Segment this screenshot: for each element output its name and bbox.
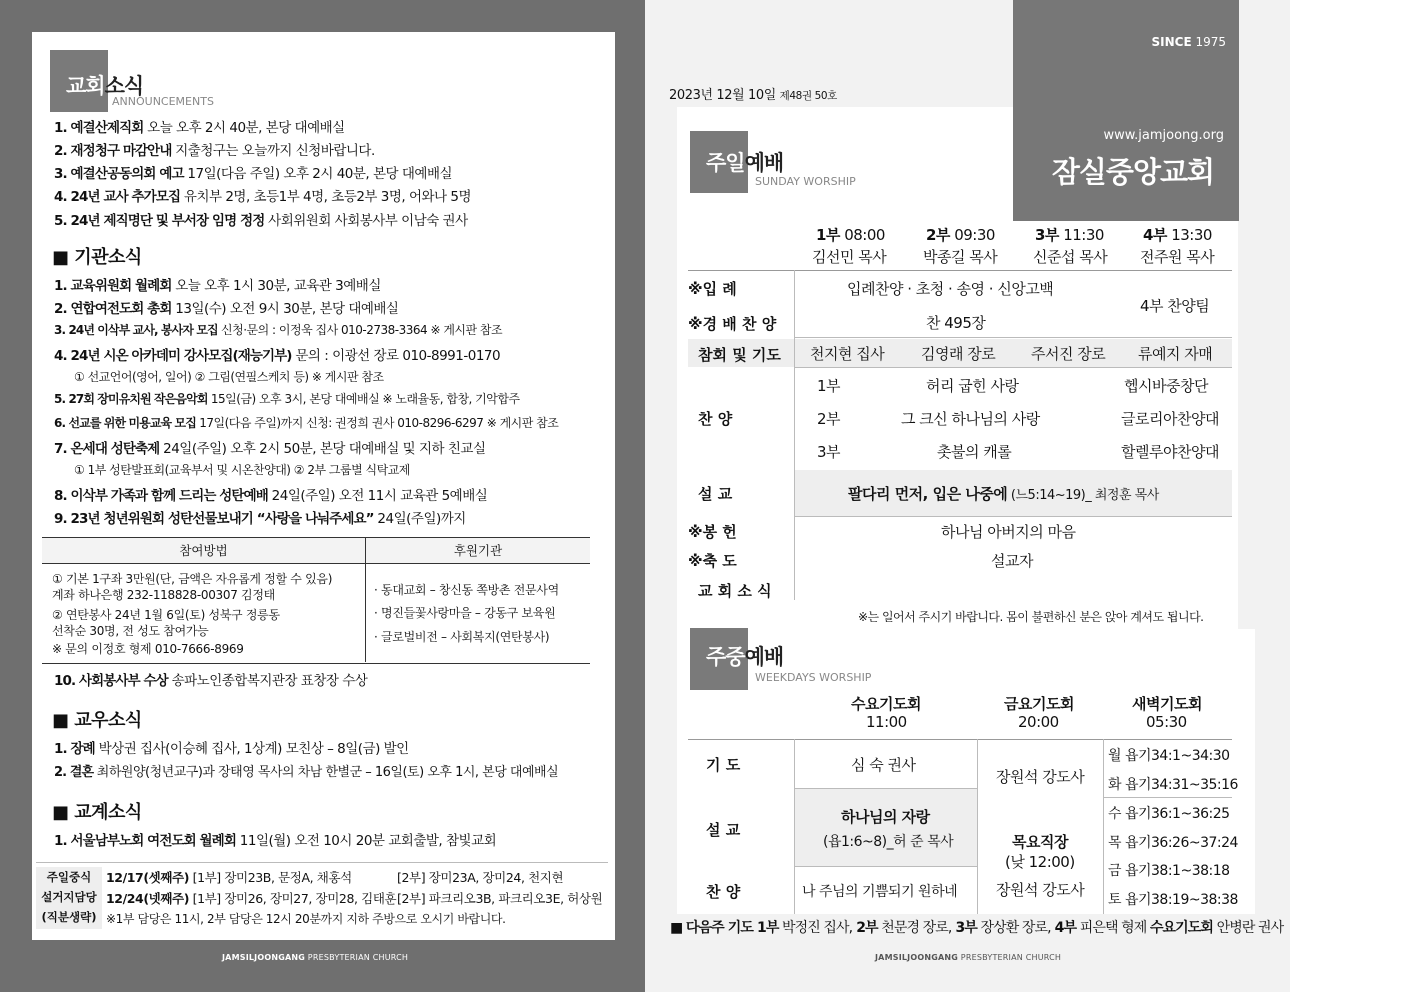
weekday-col-name: 금요기도회 [1004, 695, 1074, 713]
table-cell: 계좌 하나은행 232-118828-00307 김정태 [52, 588, 275, 602]
institution-item: 8. 이삭부 가족과 함께 드리는 성탄예배 24일(주일) 오전 11시 교육관 5예배실 [54, 488, 488, 504]
next-week-prayer: ■ 다음주 기도 1부 박정진 집사, 2부 천문경 장로, 3부 장상환 장로, 4부 피은택 형제 수요기도회 안병란 권사 [670, 920, 1284, 936]
label-hymn: 찬 양 [698, 410, 733, 428]
institution-item: 7. 온세대 성탄축제 24일(주일) 오후 2시 50분, 본당 대예배실 및 지하 친교실 [54, 441, 486, 457]
fri-preacher: 장원석 강도사 [996, 881, 1085, 899]
dawn-reading: 수 욥기36:1~36:25 [1108, 806, 1230, 822]
service-time: 1부 08:00 [816, 226, 885, 244]
left-footer: JAMSILJOONGANG PRESBYTERIAN CHURCH [222, 953, 409, 962]
weekday-title: 주중예배 [706, 645, 784, 669]
kitchen-duty [36, 862, 608, 932]
table-cell: · 명진들꽃사랑마을 – 강동구 보육원 [374, 606, 556, 620]
church-banner [1013, 0, 1239, 221]
announcement-item: 1. 예결산제직회 오늘 오후 2시 40분, 본당 대예배실 [54, 120, 345, 136]
choir-song: 촛불의 캐롤 [937, 443, 1012, 461]
duty-note: ※1부 담당은 11시, 2부 담당은 12시 20분까지 지하 주방으로 오시기 바랍니다. [106, 912, 506, 926]
dawn-reading: 화 욥기34:31~35:16 [1108, 777, 1238, 793]
label-sermon: 설 교 [698, 485, 733, 503]
right-footer: JAMSILJOONGANG PRESBYTERIAN CHURCH [875, 953, 1062, 962]
wed-hymn: 나 주님의 기쁨되기 원하네 [802, 884, 958, 900]
institution-item: 1. 교육위원회 월례회 오늘 오후 1시 30분, 교육관 3예배실 [54, 278, 381, 294]
award-item: 10. 사회봉사부 수상 송파노인종합복지관장 표창장 수상 [54, 673, 368, 689]
prayer-name: 김영래 장로 [921, 345, 996, 363]
weekday-col-time: 20:00 [1018, 713, 1059, 731]
announcements-subtitle: ANNOUNCEMENTS [112, 95, 214, 108]
divider [795, 367, 1232, 368]
institution-item: 5. 27회 장미유치원 작은음악회 15일(금) 오후 3시, 본당 대예배실 ※ 노래율동, 합창, 기악합주 [54, 392, 520, 406]
choir-name: 글로리아찬양대 [1121, 410, 1219, 428]
label-offering: ※봉 헌 [688, 523, 737, 541]
table-header-method: 참여방법 [42, 538, 365, 564]
sermon-title: 팔다리 먼저, 입은 나중에 (느5:14~19)_ 최정훈 목사 [848, 485, 1159, 503]
table-cell: ① 기본 1구좌 3만원(단, 금액은 자유롭게 정할 수 있음) [52, 572, 333, 586]
table-cell: ※ 문의 이정호 형제 010-7666-8969 [52, 642, 244, 656]
institution-subitem: ① 1부 성탄발표회(교육부서 및 시온찬양대) ② 2부 그룹별 식탁교제 [74, 463, 410, 477]
table-cell: ② 연탄봉사 24년 1월 6일(토) 성북구 정릉동 [52, 608, 280, 622]
duty-row-part2: [2부] 장미23A, 장미24, 천지현 [397, 870, 564, 885]
weekday-col-name: 수요기도회 [851, 695, 921, 713]
label-sermon: 설 교 [706, 821, 741, 839]
dawn-reading: 토 욥기38:19~38:38 [1108, 892, 1238, 908]
praise-text: 찬 495장 [926, 314, 986, 332]
institution-heading: ■ 기관소식 [52, 247, 142, 268]
divider [1103, 797, 1232, 798]
service-time: 2부 09:30 [926, 226, 995, 244]
divider [795, 337, 1232, 338]
weekday-col-name: 새벽기도회 [1132, 695, 1202, 713]
service-pastor: 신준섭 목사 [1033, 248, 1108, 266]
church-url[interactable]: www.jamjoong.org [1103, 128, 1224, 143]
duty-row: 12/17(셋째주) [1부] 장미23B, 문정A, 채홍석 [106, 870, 352, 885]
table-cell: · 동대교회 – 창신동 쪽방촌 전문사역 [374, 583, 559, 597]
announcement-item: 3. 예결산공동의회 예고 17일(다음 주일) 오후 2시 40분, 본당 대예배실 [54, 166, 453, 182]
choir-song: 그 크신 하나님의 사랑 [901, 410, 1040, 428]
wed-sermon-bg [795, 788, 977, 866]
church-name: 잠실중앙교회 [1051, 155, 1214, 189]
duty-label: 주일중식 설거지담당 (직분생략) [36, 867, 102, 929]
label-prayer: 기 도 [706, 756, 741, 774]
label-hymn: 찬 양 [706, 883, 741, 901]
entrance-text: 입례찬양 · 초청 · 송영 · 신앙고백 [847, 280, 1054, 298]
weekday-col-time: 05:30 [1146, 713, 1187, 731]
thu-title: 목요직장 [1012, 833, 1068, 851]
fri-preacher: 장원석 강도사 [996, 768, 1085, 786]
label-praise: ※경 배 찬 양 [688, 315, 777, 333]
announcement-item: 2. 재정청구 마감안내 지출청구는 오늘까지 신청바랍니다. [54, 143, 375, 159]
donation-table [42, 537, 590, 664]
table-cell: · 글로벌비전 – 사회복지(연탄봉사) [374, 630, 550, 644]
label-benediction: ※축 도 [688, 552, 737, 570]
choir-part: 1부 [817, 377, 841, 395]
announcement-item: 4. 24년 교사 추가모집 유치부 2명, 초등1부 4명, 초등2부 3명, 어와나 5명 [54, 189, 472, 205]
divider [795, 788, 977, 789]
service-time: 3부 11:30 [1035, 226, 1104, 244]
institution-item: 9. 23년 청년위원회 성탄선물보내기 “사랑을 나눠주세요” 24일(주일)까지 [54, 511, 466, 527]
members-heading: ■ 교우소식 [52, 710, 142, 731]
sunday-title: 주일예배 [706, 151, 784, 175]
institution-item: 6. 선교를 위한 미용교육 모집 17일(다음 주일)까지 신청: 권정희 권사 010-8296-6297 ※ 게시판 참조 [54, 416, 559, 430]
prayer-name: 주서진 장로 [1031, 345, 1106, 363]
institution-item: 2. 연합여전도회 총회 13일(수) 오전 9시 30분, 본당 대예배실 [54, 301, 399, 317]
wed-sermon-title: 하나님의 자랑 [841, 808, 930, 826]
divider [688, 270, 1232, 271]
service-pastor: 전주원 목사 [1140, 248, 1215, 266]
thu-time: (낮 12:00) [1005, 853, 1075, 871]
label-divider [794, 270, 795, 600]
institution-subitem: ① 선교언어(영어, 일어) ② 그림(연필스케치 등) ※ 게시판 참조 [74, 370, 384, 384]
weekday-col-time: 11:00 [866, 713, 907, 731]
announcements-title: 교회소식 [66, 74, 144, 98]
col-divider [977, 739, 978, 914]
offering-text: 하나님 아버지의 마음 [941, 523, 1076, 541]
sunday-subtitle: SUNDAY WORSHIP [755, 175, 856, 188]
table-header-sponsor: 후원기관 [366, 538, 590, 564]
dawn-reading: 목 욥기36:26~37:24 [1108, 835, 1238, 851]
wed-prayer: 심 숙 권사 [851, 756, 916, 774]
duty-row: 12/24(넷째주) [1부] 장미26, 장미27, 장미28, 김태훈 [106, 891, 397, 906]
divider [795, 866, 977, 867]
duty-row-part2: [2부] 파크리오3B, 파크리오3E, 허상원 [397, 891, 603, 906]
divider [688, 739, 1232, 740]
presbytery-item: 1. 서울남부노회 여전도회 월례회 11일(월) 오전 10시 20분 교회출발, 참빛교회 [54, 833, 497, 849]
standing-note: ※는 일어서 주시기 바랍니다. 몸이 불편하신 분은 앉아 계셔도 됩니다. [858, 610, 1204, 624]
presbytery-heading: ■ 교계소식 [52, 802, 142, 823]
dawn-reading: 월 욥기34:1~34:30 [1108, 748, 1230, 764]
choir-song: 허리 굽힌 사랑 [926, 377, 1019, 395]
col-divider [1103, 739, 1104, 914]
weekday-subtitle: WEEKDAYS WORSHIP [755, 671, 872, 684]
label-divider [794, 739, 795, 914]
institution-item: 4. 24년 시온 아카데미 강사모집(재능기부) 문의 : 이광선 장로 010-8991-0170 [54, 348, 501, 364]
choir-part: 3부 [817, 443, 841, 461]
table-cell: 선착순 30명, 전 성도 참여가능 [52, 624, 209, 638]
divider [795, 516, 1232, 517]
label-entrance: ※입 례 [688, 280, 737, 298]
table-divider [365, 538, 366, 662]
members-item: 1. 장례 박상권 집사(이승혜 집사, 1상계) 모친상 – 8일(금) 발인 [54, 741, 409, 757]
wed-sermon-sub: (욥1:6~8)_허 준 목사 [823, 834, 954, 850]
service-pastor: 박종길 목사 [923, 248, 998, 266]
since-label: SINCE 1975 [1151, 35, 1226, 49]
prayer-name: 류예지 자매 [1138, 345, 1213, 363]
service-pastor: 김선민 목사 [812, 248, 887, 266]
announcement-item: 5. 24년 제직명단 및 부서장 임명 정정 사회위원회 사회봉사부 이남숙 권사 [54, 213, 468, 229]
prayer-name: 천지현 집사 [810, 345, 885, 363]
choir-part: 2부 [817, 410, 841, 428]
label-notice: 교 회 소 식 [698, 582, 772, 600]
label-confession: 참회 및 기도 [698, 346, 781, 364]
margin-strip [1290, 0, 1403, 992]
dawn-reading: 금 욥기38:1~38:18 [1108, 863, 1230, 879]
team4-text: 4부 찬양팀 [1140, 297, 1210, 315]
benediction-text: 설교자 [991, 552, 1033, 570]
choir-name: 할렐루야찬양대 [1121, 443, 1219, 461]
members-item: 2. 결혼 최하원양(청년교구)과 장태영 목사의 차남 한별군 – 16일(토) 오후 1시, 본당 대예배실 [54, 765, 559, 780]
choir-name: 헵시바중창단 [1124, 377, 1208, 395]
service-time: 4부 13:30 [1143, 226, 1212, 244]
institution-item: 3. 24년 이삭부 교사, 봉사자 모집 신청·문의 : 이정욱 집사 010-2738-3364 ※ 게시판 참조 [54, 323, 503, 337]
bulletin-date: 2023년 12월 10일 제48권 50호 [669, 88, 837, 103]
